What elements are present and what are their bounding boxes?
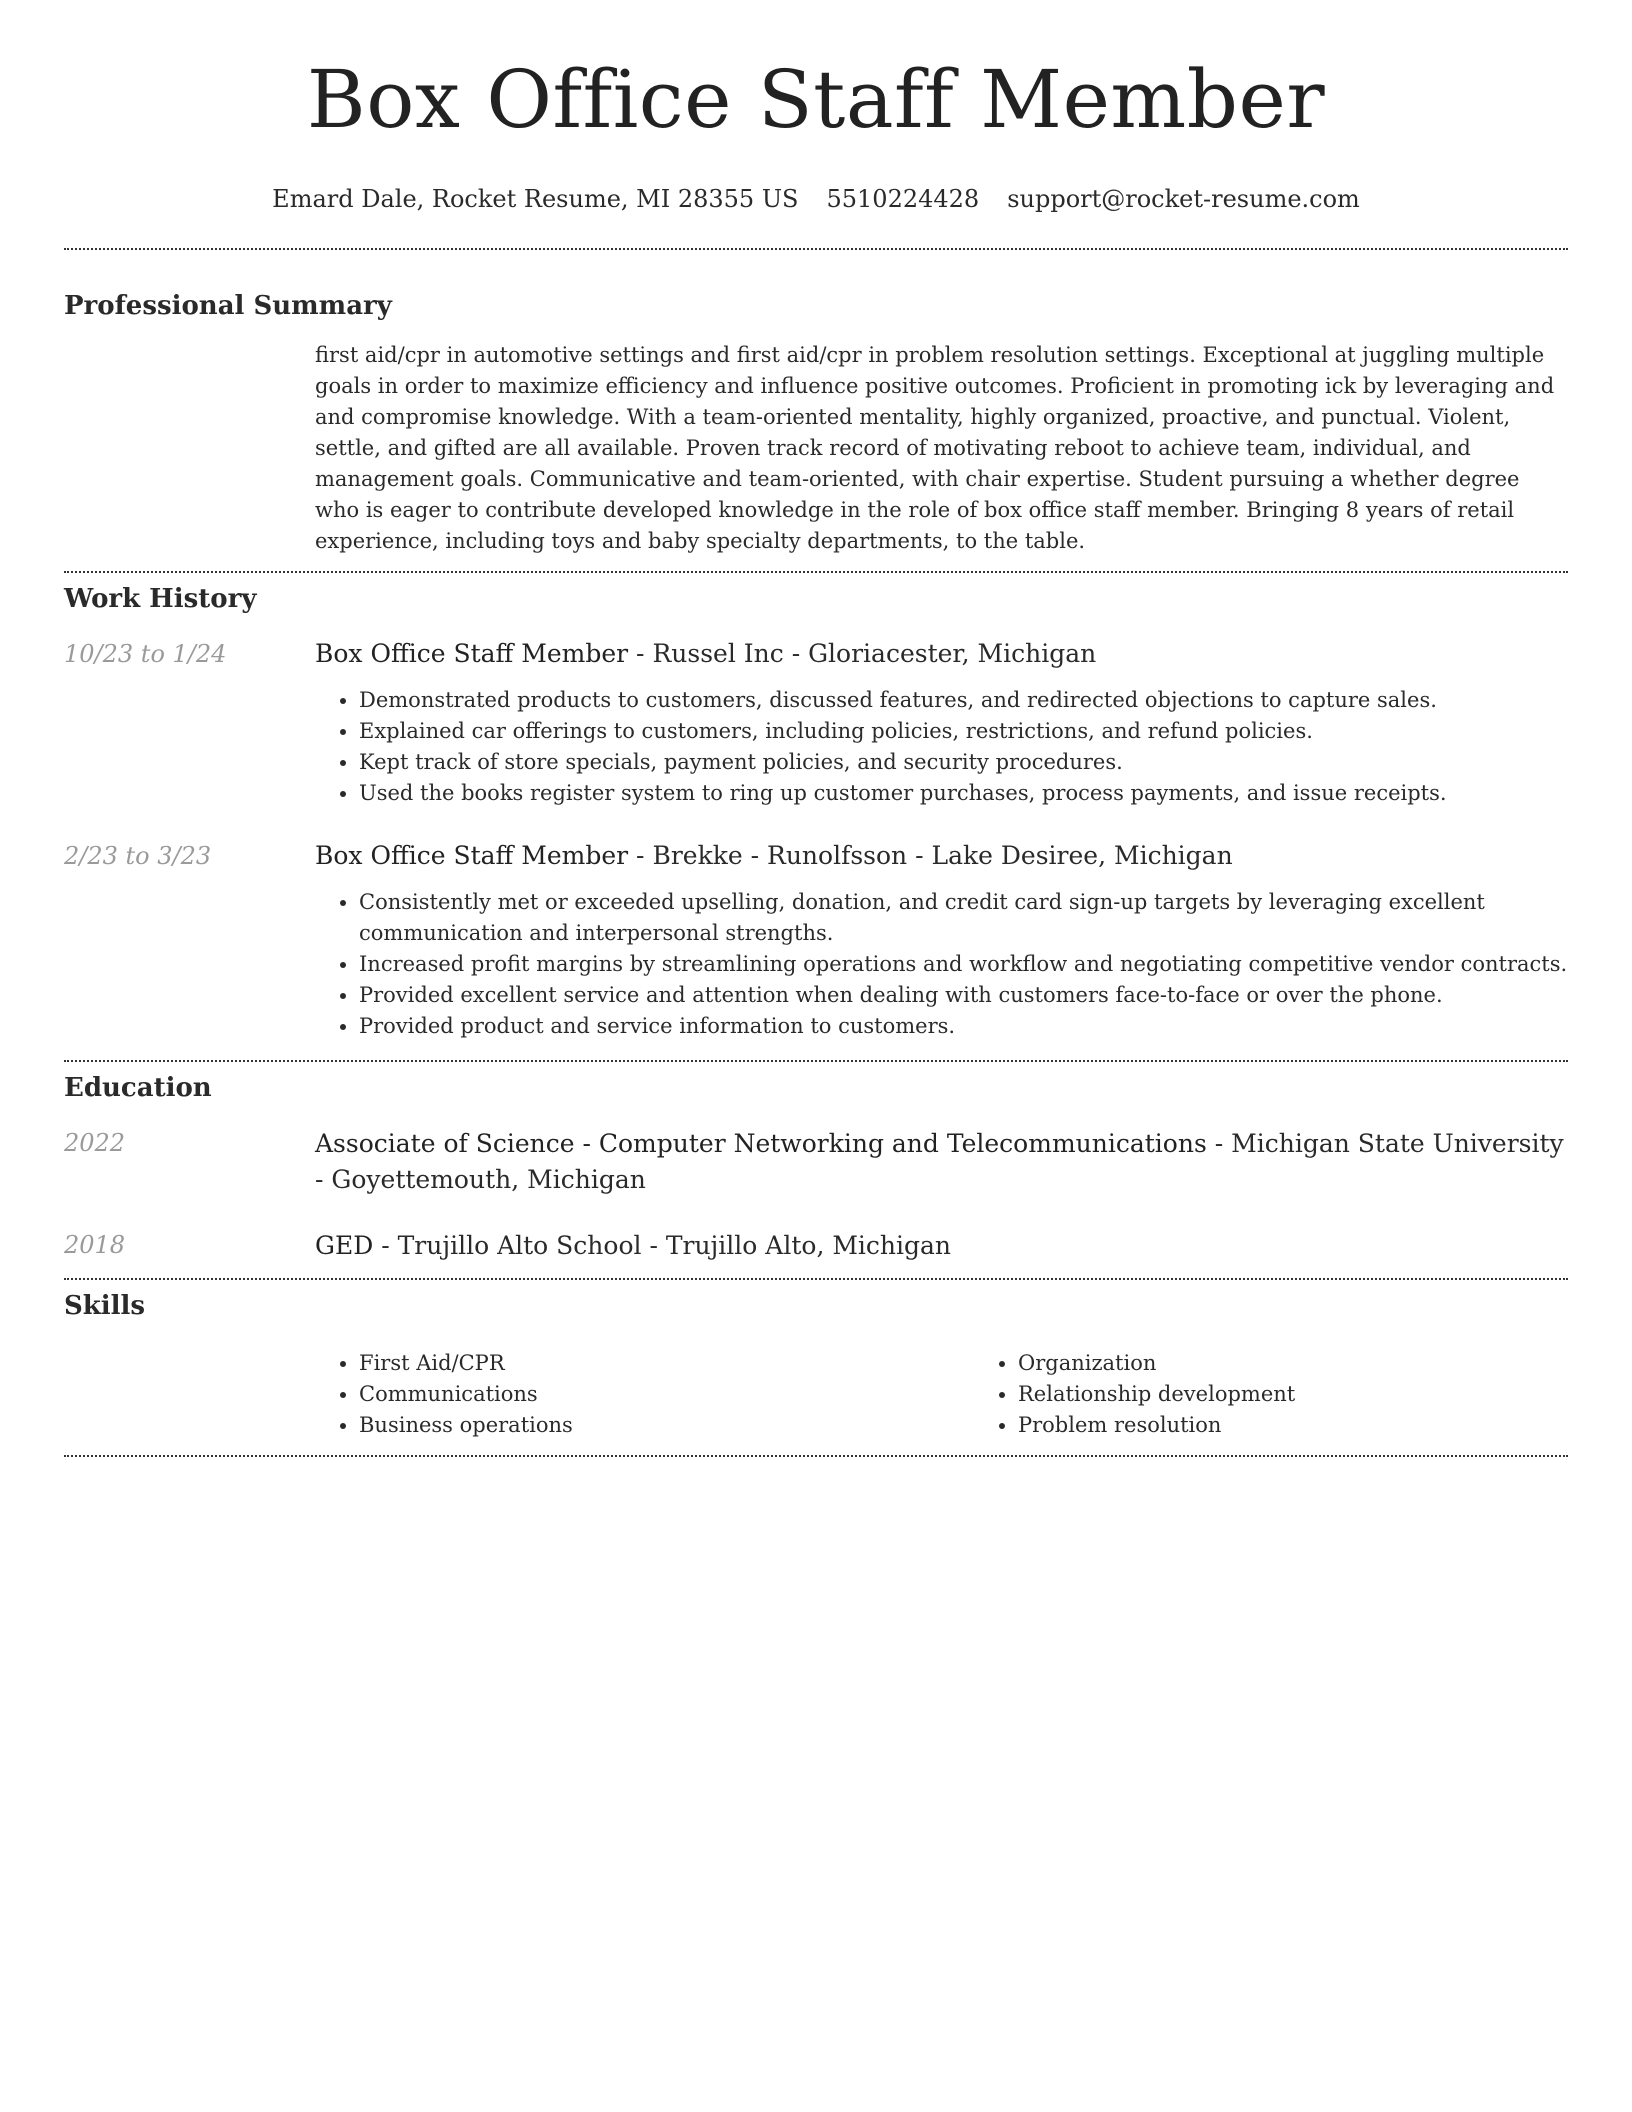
contact-phone: 5510224428 bbox=[826, 185, 980, 213]
resume-name: Box Office Staff Member bbox=[306, 53, 1326, 146]
summary-heading: Professional Summary bbox=[64, 291, 392, 321]
list-item: • Kept track of store specials, payment policies, and security procedures. bbox=[359, 747, 1568, 778]
education-entry bbox=[64, 1228, 1568, 1264]
divider bbox=[64, 1060, 1568, 1062]
job-dates: 10/23 to 1/24 bbox=[64, 640, 227, 668]
summary-section bbox=[64, 290, 1568, 557]
job-entry bbox=[64, 839, 1568, 1042]
divider bbox=[64, 571, 1568, 573]
list-item: • Provided product and service information to customers. bbox=[359, 1011, 1568, 1042]
list-item: • Demonstrated products to customers, discussed features, and redirected objections to capture sales. bbox=[359, 685, 1568, 716]
list-item: • Consistently met or exceeded upselling, donation, and credit card sign-up targets by leveraging excellent communication and interpersonal strengths. bbox=[359, 887, 1568, 949]
job-title bbox=[315, 839, 1568, 873]
skill-item: • First Aid/CPR bbox=[359, 1348, 974, 1379]
work-section bbox=[64, 583, 1568, 1042]
education-year: 2022 bbox=[64, 1129, 126, 1157]
skill-item: • Problem resolution bbox=[1018, 1410, 1632, 1441]
list-item: • Used the books register system to ring up customer purchases, process payments, and issue receipts. bbox=[359, 778, 1568, 809]
divider bbox=[64, 1455, 1568, 1457]
skills-grid bbox=[315, 1348, 1632, 1441]
job-dates: 2/23 to 3/23 bbox=[64, 842, 212, 870]
list-item: • Provided excellent service and attention when dealing with customers face-to-face or over the phone. bbox=[359, 980, 1568, 1011]
skills-list bbox=[315, 1348, 974, 1441]
skills-heading: Skills bbox=[64, 1291, 146, 1321]
job-role: Box Office Staff Member bbox=[315, 639, 629, 668]
skills-list bbox=[974, 1348, 1632, 1441]
contact-line bbox=[64, 184, 1568, 214]
skill-item: • Organization bbox=[1018, 1348, 1632, 1379]
education-year: 2018 bbox=[64, 1231, 126, 1259]
contact-address: Emard Dale, Rocket Resume, MI 28355 US bbox=[272, 185, 799, 213]
job-details: - Brekke - Runolfsson - Lake Desiree, Michigan bbox=[628, 841, 1233, 870]
education-section bbox=[64, 1072, 1568, 1264]
education-details: - Michigan State University - Goyettemouth, Michigan bbox=[315, 1129, 1564, 1194]
summary-text: first aid/cpr in automotive settings and first aid/cpr in problem resolution settings. Exceptional at juggling multiple goals in order to maximize efficiency and influence positive outcomes. Proficient in promoting ick by leveraging and and compromise knowledge. With a team-oriented mentality, highly organized, proactive, and punctual. Violent, settle, and gifted are all available. Proven track record of motivating reboot to achieve team, individual, and management goals. Communicative and team-oriented, with chair expertise. Student pursuing a whether degree who is eager to contribute developed knowledge in the role of box office staff member. Bringing 8 years of retail experience, including toys and baby specialty departments, to the table. bbox=[315, 343, 1555, 553]
skill-item: • Relationship development bbox=[1018, 1379, 1632, 1410]
divider bbox=[64, 248, 1568, 250]
divider bbox=[64, 1278, 1568, 1280]
job-details: - Russel Inc - Gloriacester, Michigan bbox=[628, 639, 1097, 668]
job-role: Box Office Staff Member bbox=[315, 841, 629, 870]
education-degree: Associate of Science - Computer Networking and Telecommunications bbox=[315, 1129, 1207, 1158]
education-heading: Education bbox=[64, 1073, 212, 1103]
education-degree: GED bbox=[315, 1231, 374, 1260]
skill-item: • Business operations bbox=[359, 1410, 974, 1441]
education-details: - Trujillo Alto School - Trujillo Alto, Michigan bbox=[373, 1231, 952, 1260]
skills-section bbox=[64, 1290, 1568, 1441]
list-item: • Increased profit margins by streamlining operations and workflow and negotiating competitive vendor contracts. bbox=[359, 949, 1568, 980]
list-item: • Explained car offerings to customers, including policies, restrictions, and refund policies. bbox=[359, 716, 1568, 747]
work-heading: Work History bbox=[64, 584, 257, 614]
job-title bbox=[315, 637, 1568, 671]
education-entry bbox=[64, 1126, 1568, 1198]
contact-email: support@rocket-resume.com bbox=[1007, 185, 1360, 213]
job-bullets bbox=[315, 887, 1568, 1042]
job-bullets bbox=[315, 685, 1568, 809]
skill-item: • Communications bbox=[359, 1379, 974, 1410]
job-entry bbox=[64, 637, 1568, 809]
